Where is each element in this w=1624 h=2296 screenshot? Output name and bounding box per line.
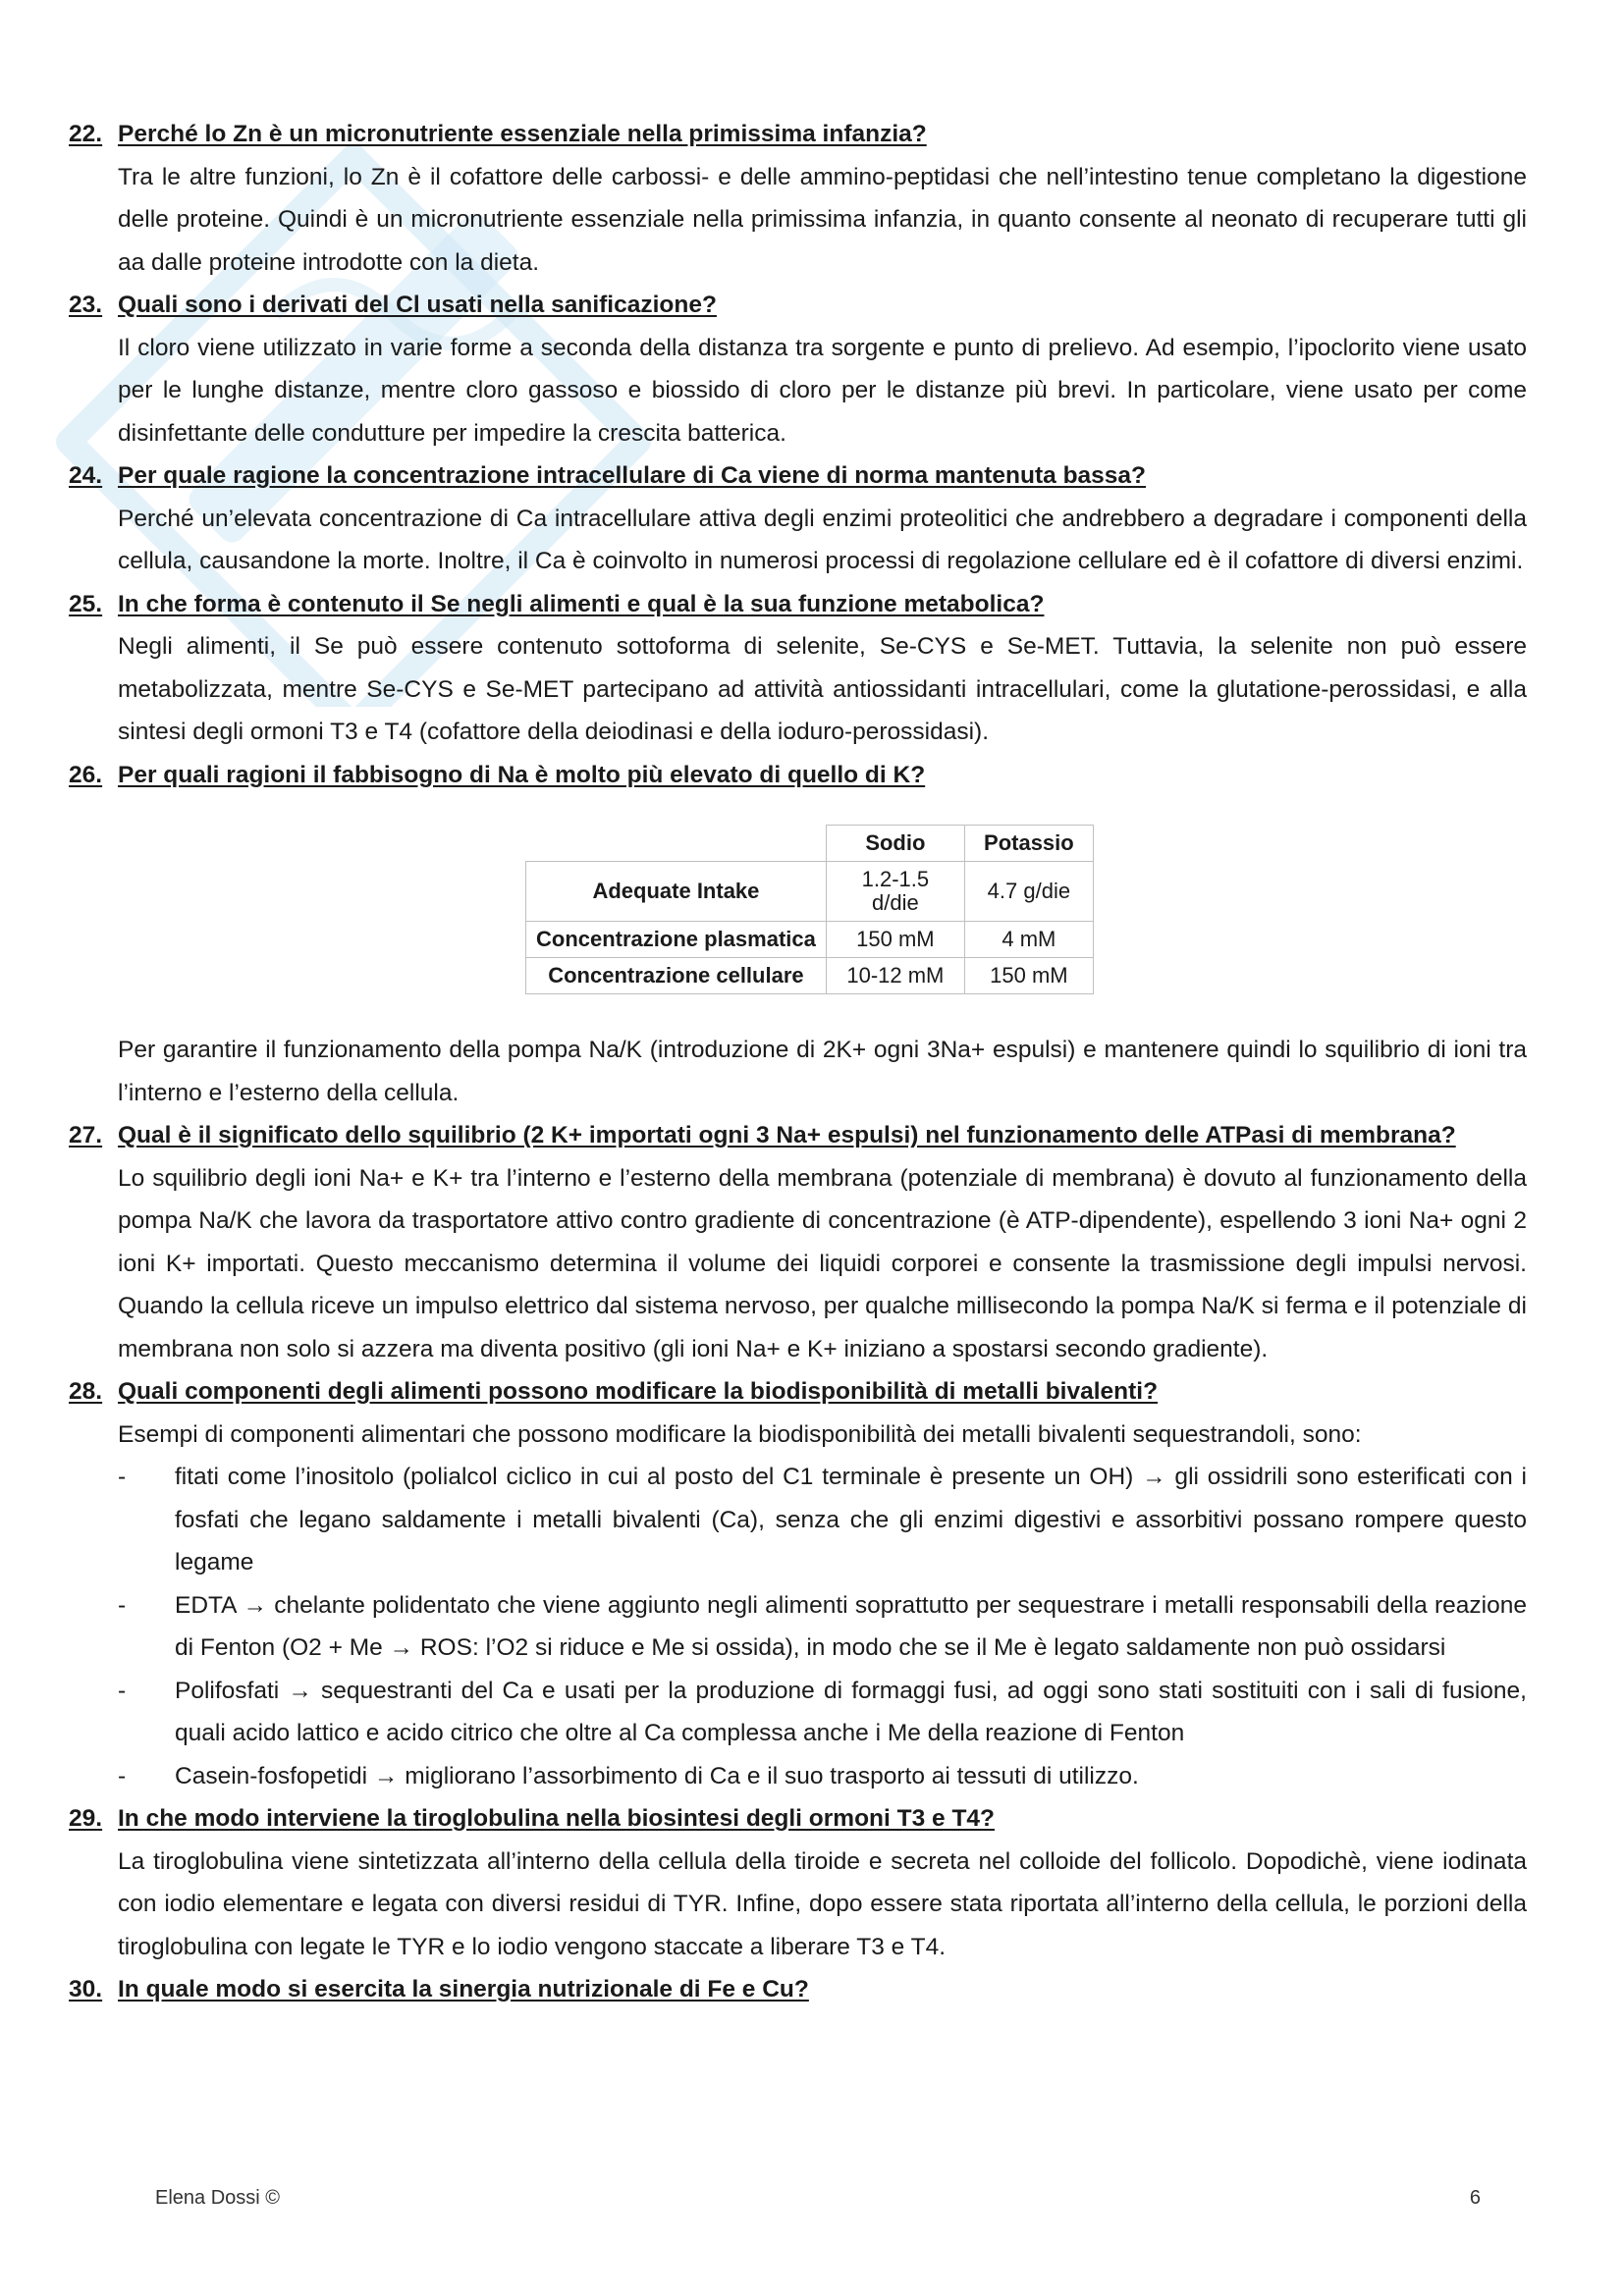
list-item <box>118 1755 1527 1798</box>
question-26 <box>69 754 1527 797</box>
question-number: 28. <box>69 1378 103 1405</box>
answer-29: La tiroglobulina viene sintetizzata all’interno della cellula della tiroide e secreta nel colloide del follicolo. Dopodichè, viene iodinata con iodio elementare e legata con diversi residui di TYR. Infine, dopo essere stata riportata all’interno della cellula, le porzioni della tiroglobulina con legate le TYR e lo iodio vengono staccate a liberare T3 e T4. <box>118 1847 1527 1960</box>
bullet-dash: - <box>118 1464 127 1490</box>
bullet-text: fitati come l’inositolo (polialcol ciclico in cui al posto del C1 terminale è presente un OH) → gli ossidrili sono esterificati con i fosfati che legano saldamente i metalli bivalenti (Ca), senza che gli enzimi digestivi e assorbitivi possano rompere questo legame <box>175 1464 1527 1575</box>
answer-26: Per garantire il funzionamento della pompa Na/K (introduzione di 2K+ ogni 3Na+ espulsi) e mantenere quindi lo squilibrio di ioni tra l’interno e l’esterno della cellula. <box>118 1037 1527 1106</box>
cell-potassio: 4 mM <box>964 922 1093 958</box>
cell-sodio: 150 mM <box>826 922 964 958</box>
question-number: 26. <box>69 761 103 788</box>
answer-25: Negli alimenti, il Se può essere contenuto sottoforma di selenite, Se-CYS e Se-MET. Tuttavia, la selenite non può essere metabolizzata, mentre Se-CYS e Se-MET partecipano ad attività antiossidanti intracellulari, come la glutatione-perossidasi, e alla sintesi degli ormoni T3 e T4 (cofattore della deiodinasi e della ioduro-perossidasi). <box>118 633 1527 745</box>
sodium-potassium-table <box>525 825 1094 994</box>
bullet-text: EDTA → chelante polidentato che viene aggiunto negli alimenti soprattutto per sequestrare i metalli responsabili della reazione di Fenton (O2 + Me → ROS: l’O2 si riduce e Me si ossida), in modo che se il Me è legato saldamente non può ossidarsi <box>175 1591 1527 1661</box>
question-number: 30. <box>69 1976 103 2002</box>
bullet-text: Polifosfati → sequestranti del Ca e usati per la produzione di formaggi fusi, ad oggi sono stati sostituiti con i sali di fusione, quali acido lattico e acido citrico che oltre al Ca complessa anche i Me della reazione di Fenton <box>175 1677 1527 1746</box>
list-item <box>118 1670 1527 1755</box>
question-text: Per quale ragione la concentrazione intracellulare di Ca viene di norma mantenuta bassa? <box>118 462 1147 489</box>
list-item <box>118 1456 1527 1584</box>
question-text: In che modo interviene la tiroglobulina nella biosintesi degli ormoni T3 e T4? <box>118 1805 996 1832</box>
question-text: In quale modo si esercita la sinergia nutrizionale di Fe e Cu? <box>118 1976 809 2002</box>
question-text: Perché lo Zn è un micronutriente essenziale nella primissima infanzia? <box>118 121 927 147</box>
table-header-sodio: Sodio <box>826 826 964 862</box>
question-number: 23. <box>69 292 103 318</box>
table-corner-cell <box>526 826 827 862</box>
row-label: Concentrazione plasmatica <box>526 922 827 958</box>
row-label: Concentrazione cellulare <box>526 958 827 994</box>
table-row <box>526 922 1094 958</box>
table-row <box>526 958 1094 994</box>
question-number: 22. <box>69 121 103 147</box>
question-number: 25. <box>69 590 103 617</box>
answer-24: Perché un’elevata concentrazione di Ca intracellulare attiva degli enzimi proteolitici che andrebbero a degradare i componenti della cellula, causandone la morte. Inoltre, il Ca è coinvolto in numerosi processi di regolazione cellulare ed è il cofattore di diversi enzimi. <box>118 505 1527 574</box>
question-30 <box>69 1968 1527 2011</box>
cell-sodio: 10-12 mM <box>826 958 964 994</box>
question-number: 27. <box>69 1122 103 1148</box>
cell-potassio: 150 mM <box>964 958 1093 994</box>
question-text: Qual è il significato dello squilibrio (2 K+ importati ogni 3 Na+ espulsi) nel funzionamento delle ATPasi di membrana? <box>118 1122 1456 1148</box>
table-header-row <box>526 826 1094 862</box>
row-label: Adequate Intake <box>526 862 827 922</box>
question-number: 24. <box>69 462 103 489</box>
cell-potassio: 4.7 g/die <box>964 862 1093 922</box>
footer-author: Elena Dossi © <box>155 2187 281 2209</box>
list-item <box>118 1584 1527 1670</box>
page-number: 6 <box>1469 2187 1481 2209</box>
bullet-list <box>69 1456 1527 1797</box>
question-text: In che forma è contenuto il Se negli alimenti e qual è la sua funzione metabolica? <box>118 590 1045 617</box>
answer-22: Tra le altre funzioni, lo Zn è il cofattore delle carbossi- e delle ammino-peptidasi che nell’intestino tenue completano la digestione delle proteine. Quindi è un micronutriente essenziale nella primissima infanzia, in quanto consente al neonato di recuperare tutti gli aa dalle proteine introdotte con la dieta. <box>118 163 1527 276</box>
question-27 <box>69 1114 1527 1157</box>
question-text: Per quali ragioni il fabbisogno di Na è molto più elevato di quello di K? <box>118 761 926 788</box>
table-row <box>526 862 1094 922</box>
bullet-text: Casein-fosfopetidi → migliorano l’assorbimento di Ca e il suo trasporto ai tessuti di utilizzo. <box>175 1762 1139 1789</box>
question-28 <box>69 1370 1527 1414</box>
question-25 <box>69 583 1527 626</box>
question-23 <box>69 284 1527 327</box>
answer-23: Il cloro viene utilizzato in varie forme a seconda della distanza tra sorgente e punto di prelievo. Ad esempio, l’ipoclorito viene usato per le lunghe distanze, mentre cloro gassoso e biossido di cloro per le distanze più brevi. In particolare, viene usato per come disinfettante delle condutture per impedire la crescita batterica. <box>118 334 1527 447</box>
question-29 <box>69 1797 1527 1841</box>
answer-28-intro: Esempi di componenti alimentari che possono modificare la biodisponibilità dei metalli bivalenti sequestrandoli, sono: <box>118 1420 1362 1448</box>
question-24 <box>69 454 1527 498</box>
question-text: Quali sono i derivati del Cl usati nella sanificazione? <box>118 292 717 318</box>
bullet-dash: - <box>118 1762 127 1789</box>
question-text: Quali componenti degli alimenti possono modificare la biodisponibilità di metalli bivalenti? <box>118 1378 1159 1405</box>
bullet-dash: - <box>118 1591 127 1619</box>
question-22 <box>69 113 1527 156</box>
question-number: 29. <box>69 1805 103 1832</box>
answer-27: Lo squilibrio degli ioni Na+ e K+ tra l’interno e l’esterno della membrana (potenziale di membrana) è dovuto al funzionamento della pompa Na/K che lavora da trasportatore attivo contro gradiente di concentrazione (è ATP-dipendente), espellendo 3 ioni Na+ ogni 2 ioni K+ importati. Questo meccanismo determina il volume dei liquidi corporei e consente la trasmissione degli impulsi nervosi. Quando la cellula riceve un impulso elettrico dal sistema nervoso, per qualche millisecondo la pompa Na/K si ferma e il potenziale di membrana non solo si azzera ma diventa positivo (gli ioni Na+ e K+ iniziano a spostarsi secondo gradiente). <box>118 1164 1527 1362</box>
document-body <box>69 113 1527 2011</box>
cell-sodio: 1.2-1.5 d/die <box>826 862 964 922</box>
bullet-dash: - <box>118 1677 127 1704</box>
table-header-potassio: Potassio <box>964 826 1093 862</box>
